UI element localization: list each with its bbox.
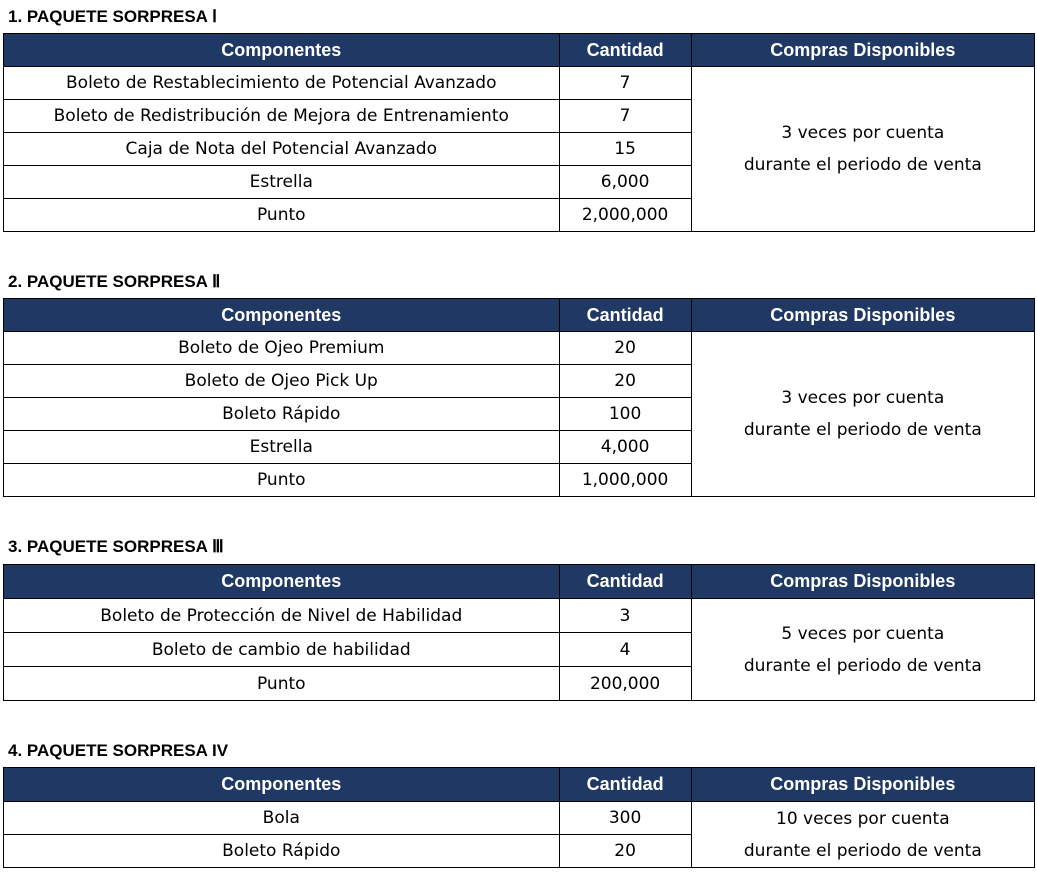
purchases-period: durante el periodo de venta — [743, 155, 982, 175]
table-row — [4, 67, 1035, 100]
purchases-cell — [691, 802, 1034, 868]
component-cell: Boleto de Ojeo Premium — [4, 332, 560, 365]
purchases-cell — [691, 332, 1034, 497]
table-row — [4, 332, 1035, 365]
component-cell: Estrella — [4, 166, 560, 199]
package-title: 3. PAQUETE SORPRESA Ⅲ — [8, 537, 224, 556]
component-cell: Punto — [4, 199, 560, 232]
header-quantity: Cantidad — [559, 34, 691, 67]
component-cell: Boleto de Protección de Nivel de Habilidad — [4, 599, 560, 633]
package-title: 2. PAQUETE SORPRESA Ⅱ — [8, 272, 221, 291]
header-quantity: Cantidad — [559, 299, 691, 332]
table-header-row — [4, 299, 1035, 332]
component-cell: Punto — [4, 667, 560, 701]
package-table — [3, 564, 1035, 701]
package-table — [3, 767, 1035, 868]
table-row — [4, 599, 1035, 633]
quantity-cell: 15 — [559, 133, 691, 166]
component-cell: Boleto de cambio de habilidad — [4, 633, 560, 667]
component-cell: Caja de Nota del Potencial Avanzado — [4, 133, 560, 166]
quantity-cell: 2,000,000 — [559, 199, 691, 232]
purchases-cell — [691, 67, 1034, 232]
package-table — [3, 33, 1035, 232]
header-purchases: Compras Disponibles — [691, 768, 1034, 802]
table-header-row — [4, 768, 1035, 802]
quantity-cell: 6,000 — [559, 166, 691, 199]
package-table — [3, 298, 1035, 497]
component-cell: Boleto Rápido — [4, 398, 560, 431]
table-header-row — [4, 34, 1035, 67]
quantity-cell: 4,000 — [559, 431, 691, 464]
header-quantity: Cantidad — [559, 768, 691, 802]
header-components: Componentes — [4, 565, 560, 599]
quantity-cell: 20 — [559, 835, 691, 868]
component-cell: Boleto de Redistribución de Mejora de Entrenamiento — [4, 100, 560, 133]
quantity-cell: 200,000 — [559, 667, 691, 701]
component-cell: Boleto de Restablecimiento de Potencial Avanzado — [4, 67, 560, 100]
header-components: Componentes — [4, 34, 560, 67]
component-cell: Punto — [4, 464, 560, 497]
package-title: 4. PAQUETE SORPRESA IV — [8, 741, 229, 760]
purchases-limit: 3 veces por cuenta — [781, 123, 945, 143]
component-cell: Estrella — [4, 431, 560, 464]
quantity-cell: 20 — [559, 365, 691, 398]
quantity-cell: 1,000,000 — [559, 464, 691, 497]
quantity-cell: 4 — [559, 633, 691, 667]
header-purchases: Compras Disponibles — [691, 299, 1034, 332]
purchases-limit: 10 veces por cuenta — [776, 808, 950, 829]
quantity-cell: 20 — [559, 332, 691, 365]
purchases-cell — [691, 599, 1034, 701]
purchases-period: durante el periodo de venta — [743, 655, 982, 676]
quantity-cell: 7 — [559, 67, 691, 100]
header-quantity: Cantidad — [559, 565, 691, 599]
purchases-period: durante el periodo de venta — [743, 840, 982, 861]
table-header-row — [4, 565, 1035, 599]
component-cell: Boleto de Ojeo Pick Up — [4, 365, 560, 398]
header-purchases: Compras Disponibles — [691, 34, 1034, 67]
table-row — [4, 802, 1035, 835]
purchases-limit: 3 veces por cuenta — [781, 388, 945, 408]
quantity-cell: 3 — [559, 599, 691, 633]
purchases-limit: 5 veces por cuenta — [781, 623, 945, 644]
quantity-cell: 300 — [559, 802, 691, 835]
component-cell: Bola — [4, 802, 560, 835]
purchases-period: durante el periodo de venta — [743, 420, 982, 440]
header-purchases: Compras Disponibles — [691, 565, 1034, 599]
header-components: Componentes — [4, 299, 560, 332]
package-title: 1. PAQUETE SORPRESA Ⅰ — [8, 7, 218, 26]
component-cell: Boleto Rápido — [4, 835, 560, 868]
header-components: Componentes — [4, 768, 560, 802]
quantity-cell: 100 — [559, 398, 691, 431]
quantity-cell: 7 — [559, 100, 691, 133]
